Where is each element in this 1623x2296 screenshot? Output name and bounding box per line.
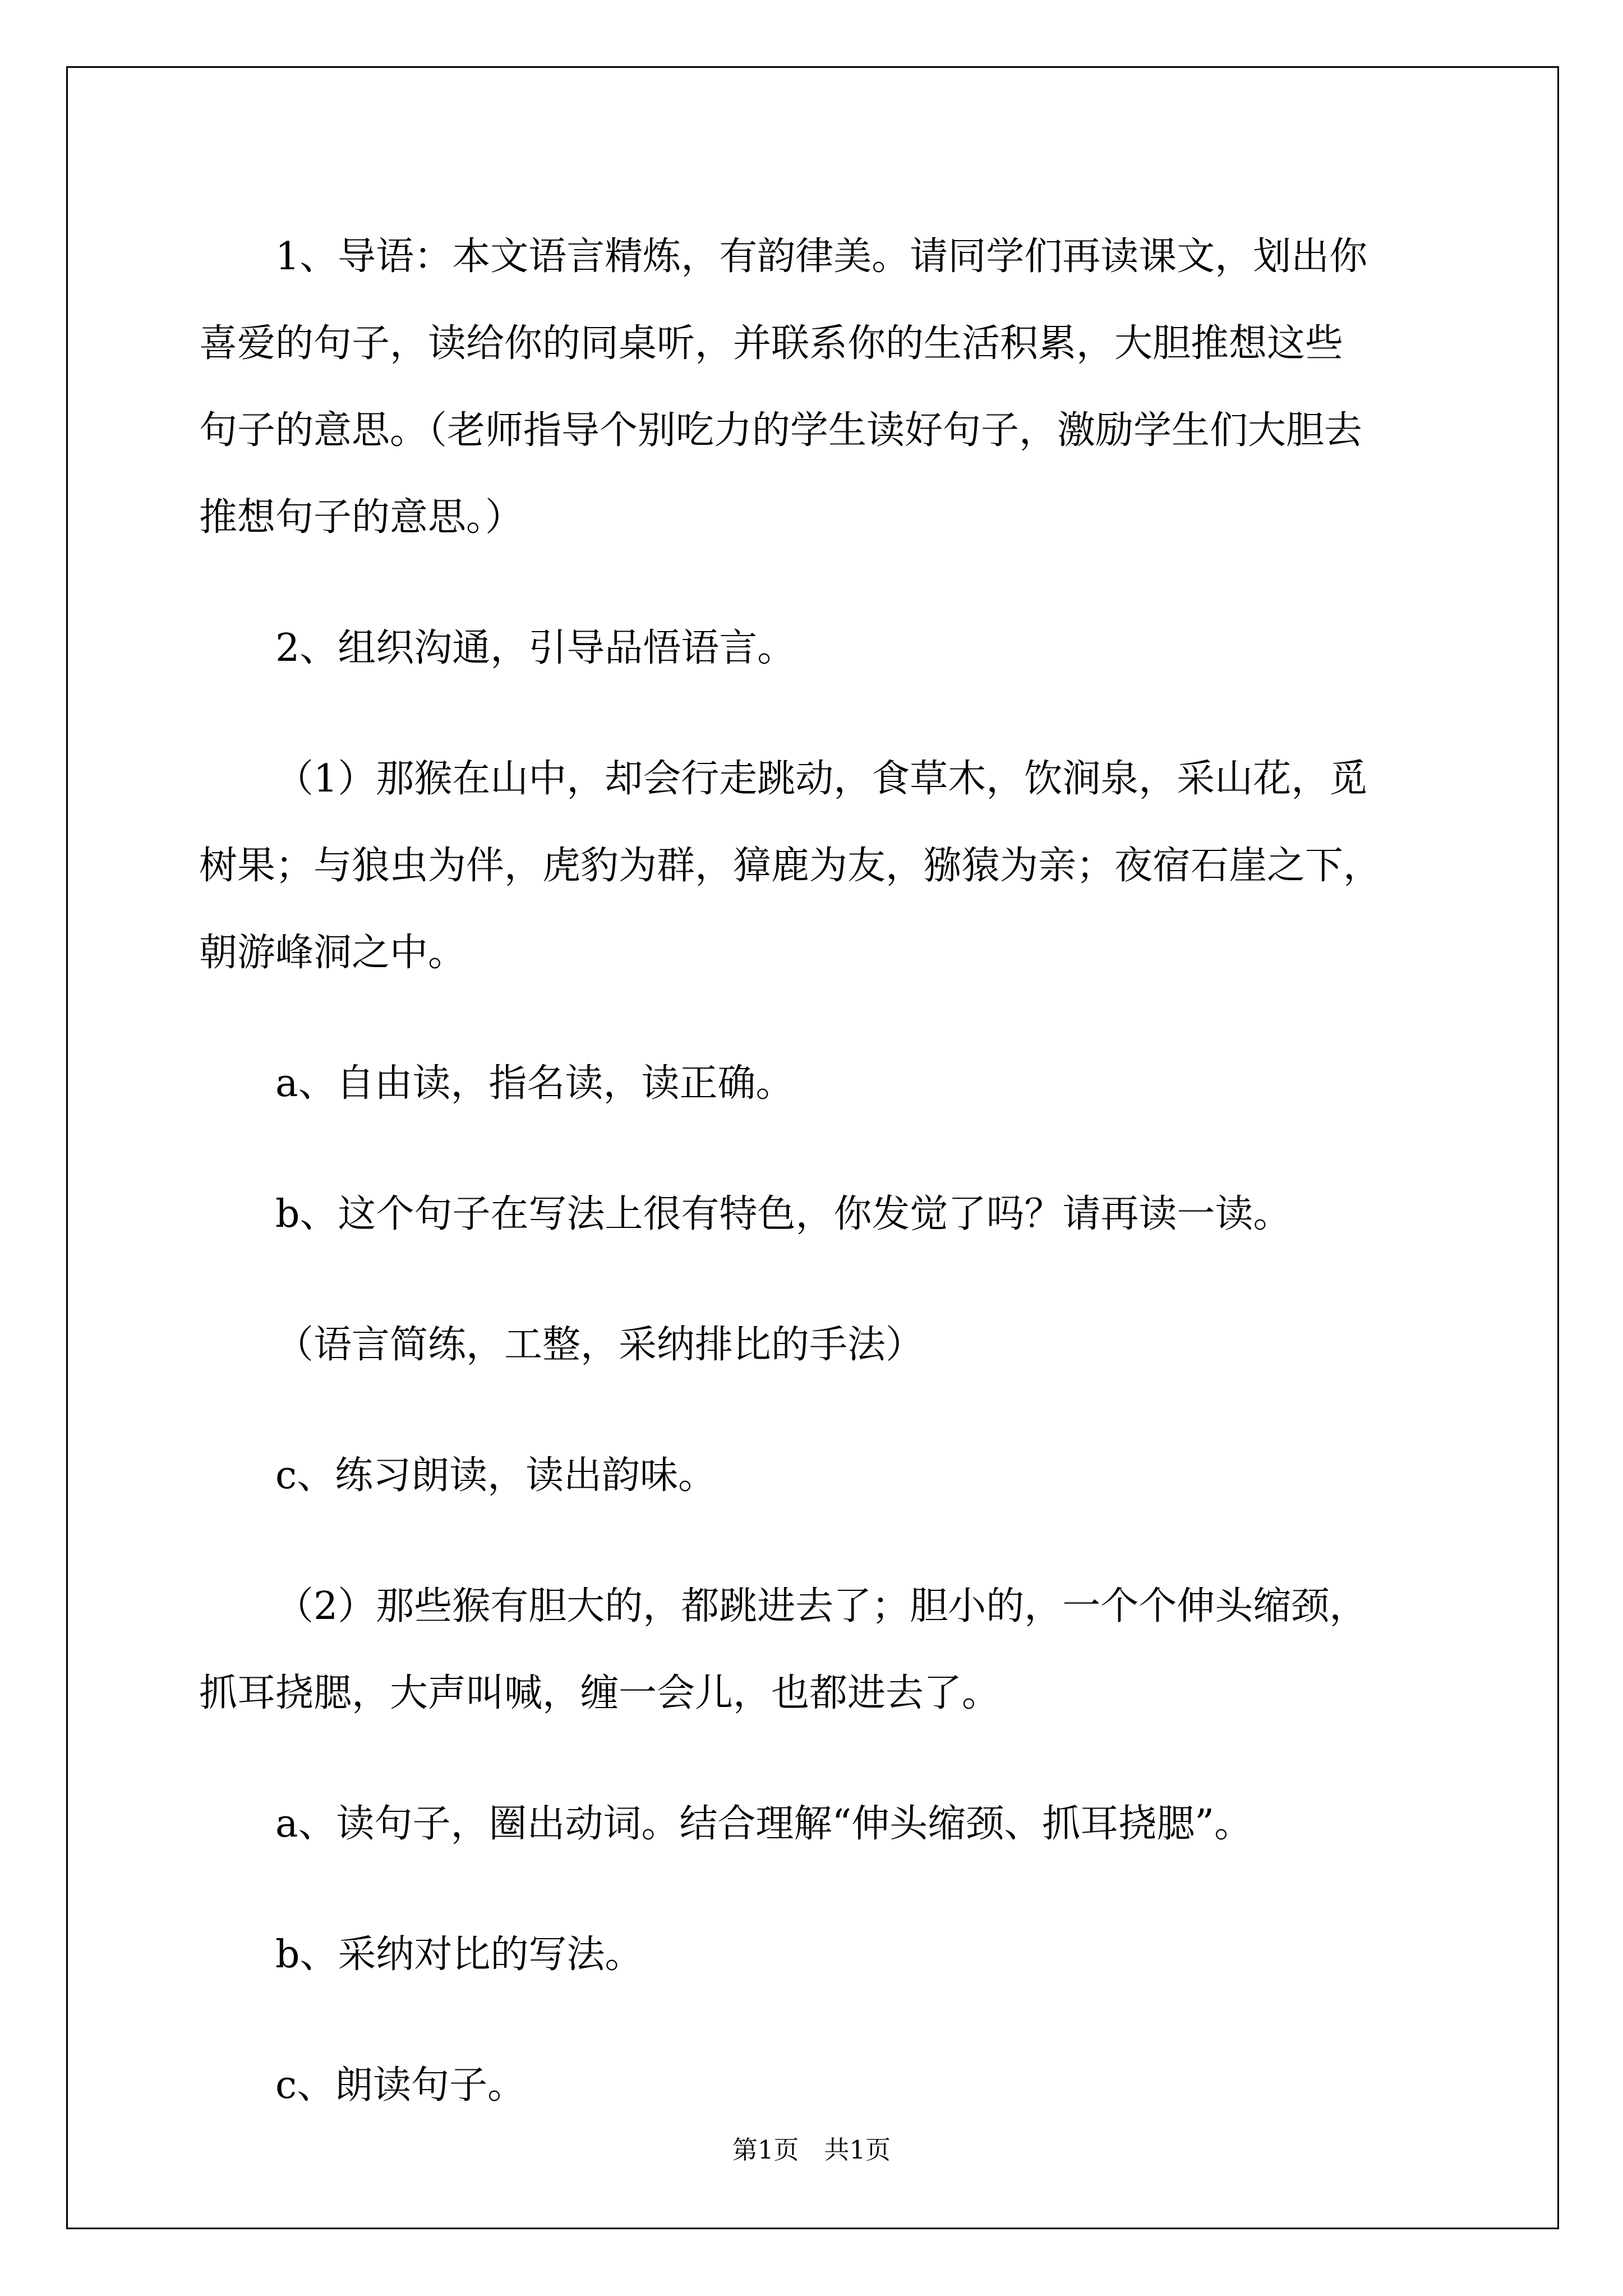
text-line: a、自由读，指名读，读正确。 [275,1061,794,1106]
text-line: 1、导语：本文语言精炼，有韵律美。请同学们再读课文，划出你 [275,234,1368,279]
text-line: 推想句子的意思。） [199,495,524,540]
document-body [199,213,1422,2173]
text-line: 抓耳挠腮，大声叫喊，缠一会儿，也都进去了。 [199,1671,1000,1715]
text-line: （1）那猴在山中，却会行走跳动，食草木，饮涧泉，采山花，觅 [275,757,1368,801]
paragraph-step-b-2 [199,1911,1422,1998]
text-line: c、朗读句子。 [275,2063,526,2108]
paragraph-note [199,1301,1422,1388]
text-line: 句子的意思。（老师指导个别吃力的学生读好句子，激励学生们大胆去 [199,408,1363,453]
text-line: 喜爱的句子，读给你的同桌听，并联系你的生活积累，大胆推想这些 [199,321,1344,366]
text-line: b、这个句子在写法上很有特色，你发觉了吗？请再读一读。 [275,1192,1292,1236]
paragraph-quote-1 [199,735,1422,996]
text-line: 朝游峰洞之中。 [199,931,467,975]
paragraph-step-c [199,1432,1422,1519]
text-line: a、读句子，圈出动词。结合理解“伸头缩颈、抓耳挠腮”。 [275,1802,1253,1846]
text-line: 树果；与狼虫为伴，虎豹为群，獐鹿为友，猕猿为亲；夜宿石崖之下， [199,844,1382,888]
text-line: （2）那些猴有胆大的，都跳进去了；胆小的，一个个伸头缩颈， [275,1584,1368,1628]
text-line: b、采纳对比的写法。 [275,1932,643,1977]
text-line: 2、组织沟通，引导品悟语言。 [275,626,796,670]
paragraph-step-a [199,1040,1422,1127]
page-number-footer: 第1页 共1页 [732,2135,891,2165]
paragraph-quote-2 [199,1563,1422,1737]
paragraph-step-b [199,1171,1422,1258]
paragraph-step-a-2 [199,1780,1422,1867]
text-line: c、练习朗读，读出韵味。 [275,1453,717,1498]
paragraph-exchange [199,605,1422,692]
paragraph-step-c-2 [199,2042,1422,2129]
text-line: （语言简练，工整，采纳排比的手法） [275,1323,924,1367]
paragraph-lead-in [199,213,1422,561]
